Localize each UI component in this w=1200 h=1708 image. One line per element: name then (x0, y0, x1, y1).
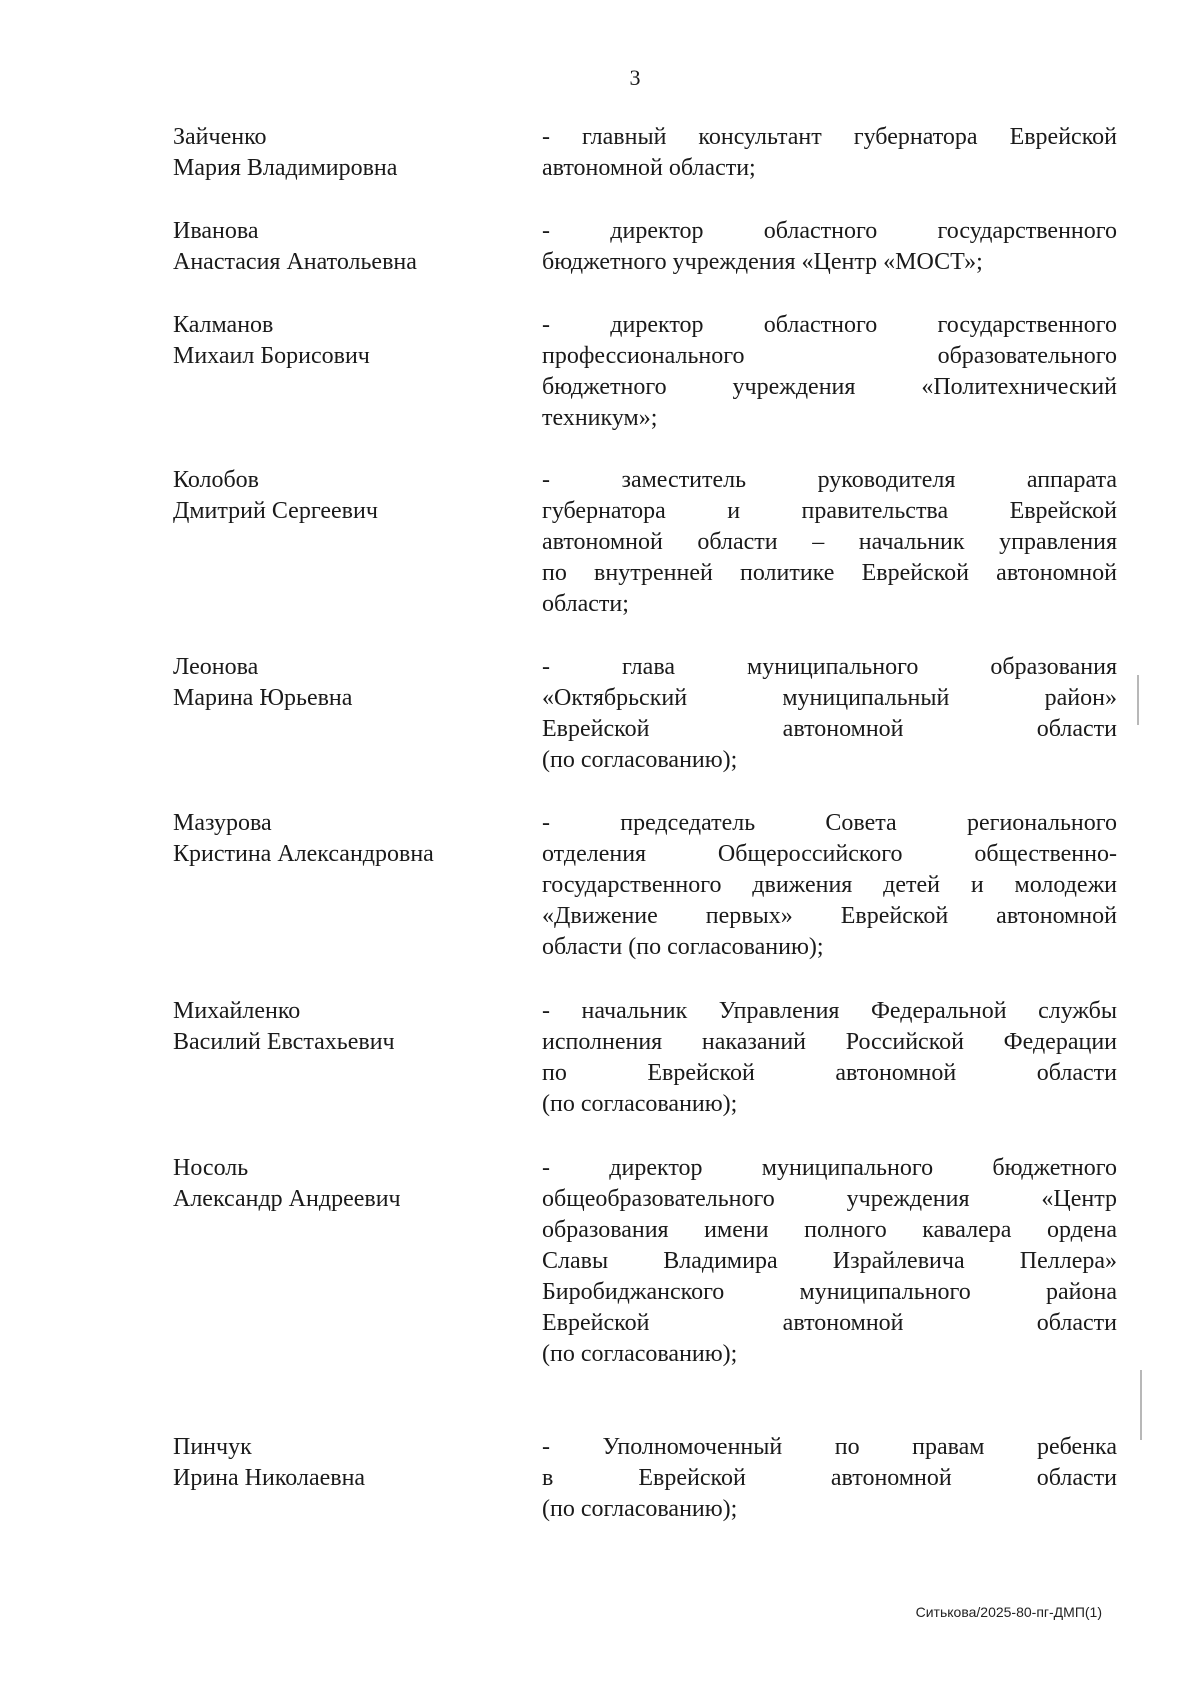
member-role-line: профессионального образовательного (542, 343, 1117, 369)
member-role-line: Славы Владимира Израйлевича Пеллера» (542, 1248, 1117, 1274)
member-surname: Носоль (173, 1155, 249, 1181)
member-role (542, 1153, 1117, 1370)
member-given-names: Марина Юрьевна (173, 685, 353, 711)
member-given-names: Дмитрий Сергеевич (173, 498, 378, 524)
member-surname: Пинчук (173, 1434, 252, 1460)
member-role (542, 216, 1117, 278)
member-role-line: автономной области; (542, 155, 756, 181)
member-role-line: Еврейской автономной области (542, 1310, 1117, 1336)
member-name (173, 1432, 513, 1494)
member-given-names: Мария Владимировна (173, 155, 398, 181)
member-name (173, 122, 513, 184)
member-surname: Михайленко (173, 998, 301, 1024)
member-role-line: - глава муниципального образования (542, 654, 1117, 680)
member-given-names: Ирина Николаевна (173, 1465, 366, 1491)
member-role-line: бюджетного учреждения «Центр «МОСТ»; (542, 249, 983, 275)
member-given-names: Василий Евстахьевич (173, 1029, 395, 1055)
member-role (542, 122, 1117, 184)
page-number: 3 (629, 65, 641, 90)
member-given-names: Михаил Борисович (173, 343, 370, 369)
member-role-line: - председатель Совета регионального (542, 810, 1117, 836)
member-name (173, 1153, 513, 1215)
member-role-line: - директор областного государственного (542, 218, 1117, 244)
member-role (542, 310, 1117, 434)
member-role-line: автономной области – начальник управления (542, 529, 1117, 555)
member-given-names: Анастасия Анатольевна (173, 249, 417, 275)
member-role-line: отделения Общероссийского общественно- (542, 841, 1117, 867)
document-code: Ситькова/2025-80-пг-ДМП(1) (915, 1604, 1102, 1620)
member-surname: Колобов (173, 467, 260, 493)
member-surname: Калманов (173, 312, 274, 338)
member-name (173, 310, 513, 372)
member-role-line: - главный консультант губернатора Еврейской (542, 124, 1117, 150)
member-role-line: - Уполномоченный по правам ребенка (542, 1434, 1117, 1460)
member-surname: Леонова (173, 654, 259, 680)
member-surname: Зайченко (173, 124, 267, 150)
member-role-line: по Еврейской автономной области (542, 1060, 1117, 1086)
member-role-line: - заместитель руководителя аппарата (542, 467, 1117, 493)
member-role (542, 808, 1117, 963)
member-surname: Иванова (173, 218, 259, 244)
member-role-line: государственного движения детей и молодежи (542, 872, 1117, 898)
member-name (173, 996, 513, 1058)
member-role-line: губернатора и правительства Еврейской (542, 498, 1117, 524)
member-name (173, 808, 513, 870)
member-role-line: Биробиджанского муниципального района (542, 1279, 1117, 1305)
member-role-line: бюджетного учреждения «Политехнический (542, 374, 1117, 400)
member-role (542, 996, 1117, 1120)
member-role-line: в Еврейской автономной области (542, 1465, 1117, 1491)
member-role-line: Еврейской автономной области (542, 716, 1117, 742)
member-role-line: общеобразовательного учреждения «Центр (542, 1186, 1117, 1212)
scan-artifact-mark (1137, 675, 1139, 725)
member-role-line: области; (542, 591, 629, 617)
member-role-line: по внутренней политике Еврейской автономной (542, 560, 1117, 586)
member-surname: Мазурова (173, 810, 272, 836)
member-role-line: (по согласованию); (542, 1341, 738, 1367)
member-role-line: (по согласованию); (542, 1496, 738, 1522)
member-role-line: «Движение первых» Еврейской автономной (542, 903, 1117, 929)
scan-artifact-mark (1140, 1370, 1142, 1440)
member-role-line: исполнения наказаний Российской Федерации (542, 1029, 1117, 1055)
member-role-line: образования имени полного кавалера ордена (542, 1217, 1117, 1243)
member-given-names: Александр Андреевич (173, 1186, 401, 1212)
member-given-names: Кристина Александровна (173, 841, 434, 867)
member-role-line: - директор областного государственного (542, 312, 1117, 338)
member-role-line: (по согласованию); (542, 747, 738, 773)
member-role-line: области (по согласованию); (542, 934, 824, 960)
member-name (173, 652, 513, 714)
member-role-line: техникум»; (542, 405, 658, 431)
member-role-line: - начальник Управления Федеральной службы (542, 998, 1117, 1024)
member-role-line: (по согласованию); (542, 1091, 738, 1117)
member-role-line: - директор муниципального бюджетного (542, 1155, 1117, 1181)
member-role-line: «Октябрьский муниципальный район» (542, 685, 1117, 711)
member-role (542, 1432, 1117, 1525)
member-role (542, 652, 1117, 776)
member-name (173, 465, 513, 527)
member-name (173, 216, 513, 278)
member-role (542, 465, 1117, 620)
